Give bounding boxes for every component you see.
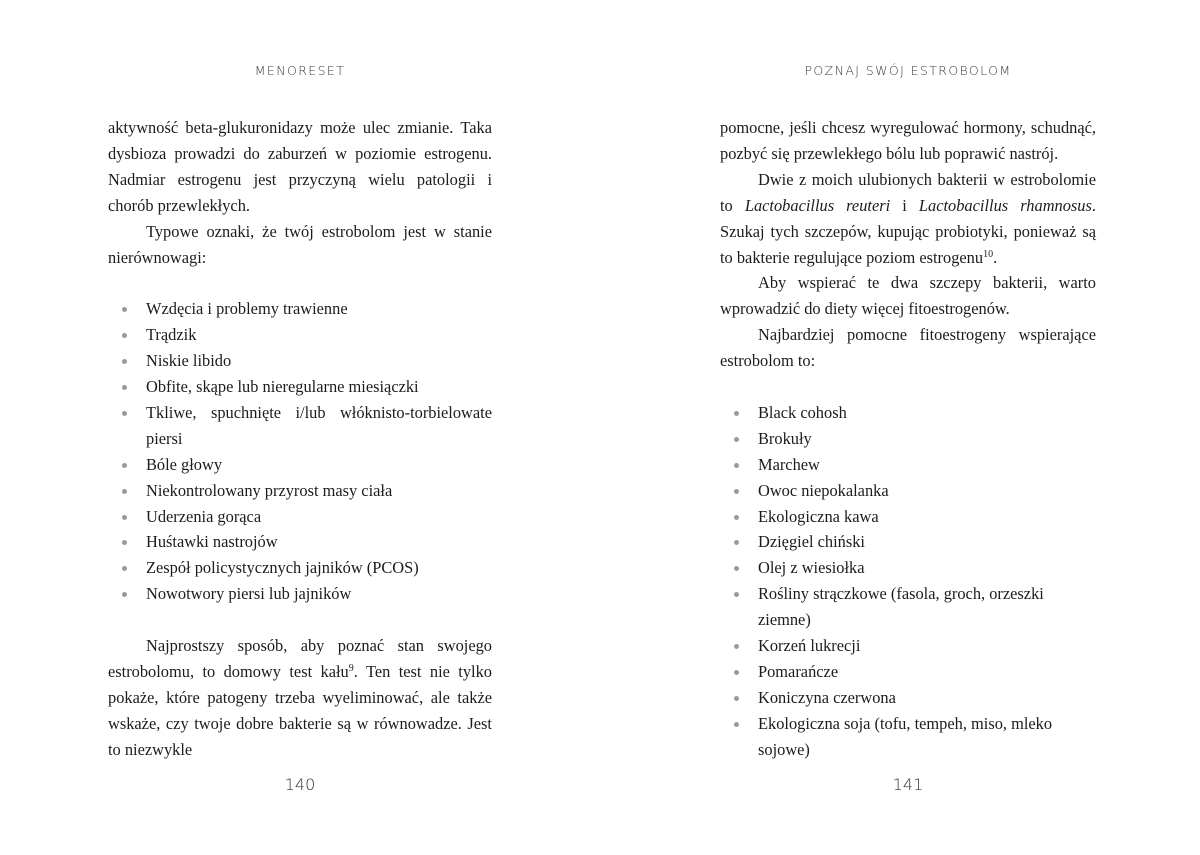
footnote-ref[interactable]: 10 — [983, 248, 994, 260]
symptoms-list — [108, 296, 492, 607]
bullet-icon — [734, 515, 739, 520]
paragraph: Najprostszy sposób, aby poznać stan swojego estrobolomu, to domowy test kału$^9$. Ten test nie tylko pokaże, które patogeny trzeba wyeliminować, ale także wskaże, czy twoje dobre bakterie są w równowadze. Jest to niezwykle — [108, 636, 493, 759]
list-item: Olej z wiesiołka — [720, 555, 1096, 581]
list-item: Dzięgiel chiński — [720, 529, 1096, 555]
bullet-icon — [734, 722, 739, 727]
running-head: MENORESET — [254, 63, 346, 78]
list-item: Owoc niepokalanka — [720, 478, 1096, 504]
bullet-icon — [734, 644, 739, 649]
list-item: Niskie libido — [108, 348, 492, 374]
list-item: Uderzenia gorąca — [108, 504, 492, 530]
paragraph: Dwie z moich ulubionych bakterii w estrobolomie to Lactobacillus reuteri i Lactobacillus rhamnosus. Szukaj tych szczepów, kupując probiotyki, ponieważ są to bakterie regulujące poziom estrogenu$^{10}$. — [720, 169, 1096, 267]
bullet-icon — [734, 489, 739, 494]
bullet-icon — [734, 540, 739, 545]
list-item: Obfite, skąpe lub nieregularne miesiączki — [108, 374, 492, 400]
bullet-icon — [734, 463, 739, 468]
bullet-icon — [734, 437, 739, 442]
list-item: Marchew — [720, 452, 1096, 478]
list-item: Black cohosh — [720, 400, 1096, 426]
list-item: Trądzik — [108, 322, 492, 348]
running-head: POZNAJ SWÓJ ESTROBOLOM — [804, 63, 1012, 78]
bullet-icon — [122, 592, 127, 597]
list-item: Rośliny strączkowe (fasola, groch, orzeszki ziemne) — [720, 581, 1096, 633]
paragraph: aktywność beta-glukuronidazy może ulec zmianie. Taka dysbioza prowadzi do zaburzeń w poziomie estrogenu. Nadmiar estrogenu jest przyczyną wielu patologii i chorób przewlekłych. — [108, 118, 492, 215]
bullet-icon — [734, 670, 739, 675]
bullet-icon — [122, 540, 127, 545]
list-item: Ekologiczna soja (tofu, tempeh, miso, mleko sojowe) — [720, 711, 1096, 763]
phytoestrogens-list — [720, 400, 1096, 763]
list-item: Wzdęcia i problemy trawienne — [108, 296, 492, 322]
list-item: Huśtawki nastrojów — [108, 529, 492, 555]
bullet-icon — [122, 463, 127, 468]
bullet-icon — [122, 515, 127, 520]
list-item: Bóle głowy — [108, 452, 492, 478]
bullet-icon — [122, 385, 127, 390]
bullet-icon — [122, 411, 127, 416]
list-item: Zespół policystycznych jajników (PCOS) — [108, 555, 492, 581]
list-item: Korzeń lukrecji — [720, 633, 1096, 659]
bullet-icon — [122, 489, 127, 494]
list-item: Koniczyna czerwona — [720, 685, 1096, 711]
paragraph: Najbardziej pomocne fitoestrogeny wspierające estrobolom to: — [720, 325, 1096, 371]
bullet-icon — [734, 411, 739, 416]
page-number: 140 — [284, 775, 316, 794]
paragraph: Typowe oznaki, że twój estrobolom jest w stanie nierównowagi: — [108, 221, 492, 267]
footnote-ref[interactable]: 9 — [348, 663, 354, 674]
bullet-icon — [122, 566, 127, 571]
page-number: 141 — [892, 775, 924, 794]
list-item: Pomarańcze — [720, 659, 1096, 685]
list-item: Ekologiczna kawa — [720, 504, 1096, 530]
bullet-icon — [734, 566, 739, 571]
paragraph: pomocne, jeśli chcesz wyregulować hormony, schudnąć, pozbyć się przewlekłego bólu lub poprawić nastrój. — [720, 118, 1096, 163]
list-item: Nowotwory piersi lub jajników — [108, 581, 492, 607]
bullet-icon — [122, 333, 127, 338]
bullet-icon — [122, 307, 127, 312]
body-text — [720, 115, 1096, 763]
body-text — [108, 115, 492, 763]
bullet-icon — [122, 359, 127, 364]
paragraph: Aby wspierać te dwa szczepy bakterii, warto wprowadzić do diety więcej fitoestrogenów. — [720, 273, 1096, 319]
bullet-icon — [734, 696, 739, 701]
bullet-icon — [734, 592, 739, 597]
right-page — [600, 0, 1200, 855]
list-item: Tkliwe, spuchnięte i/lub włóknisto-torbielowate piersi — [108, 400, 492, 452]
list-item: Brokuły — [720, 426, 1096, 452]
list-item: Niekontrolowany przyrost masy ciała — [108, 478, 492, 504]
